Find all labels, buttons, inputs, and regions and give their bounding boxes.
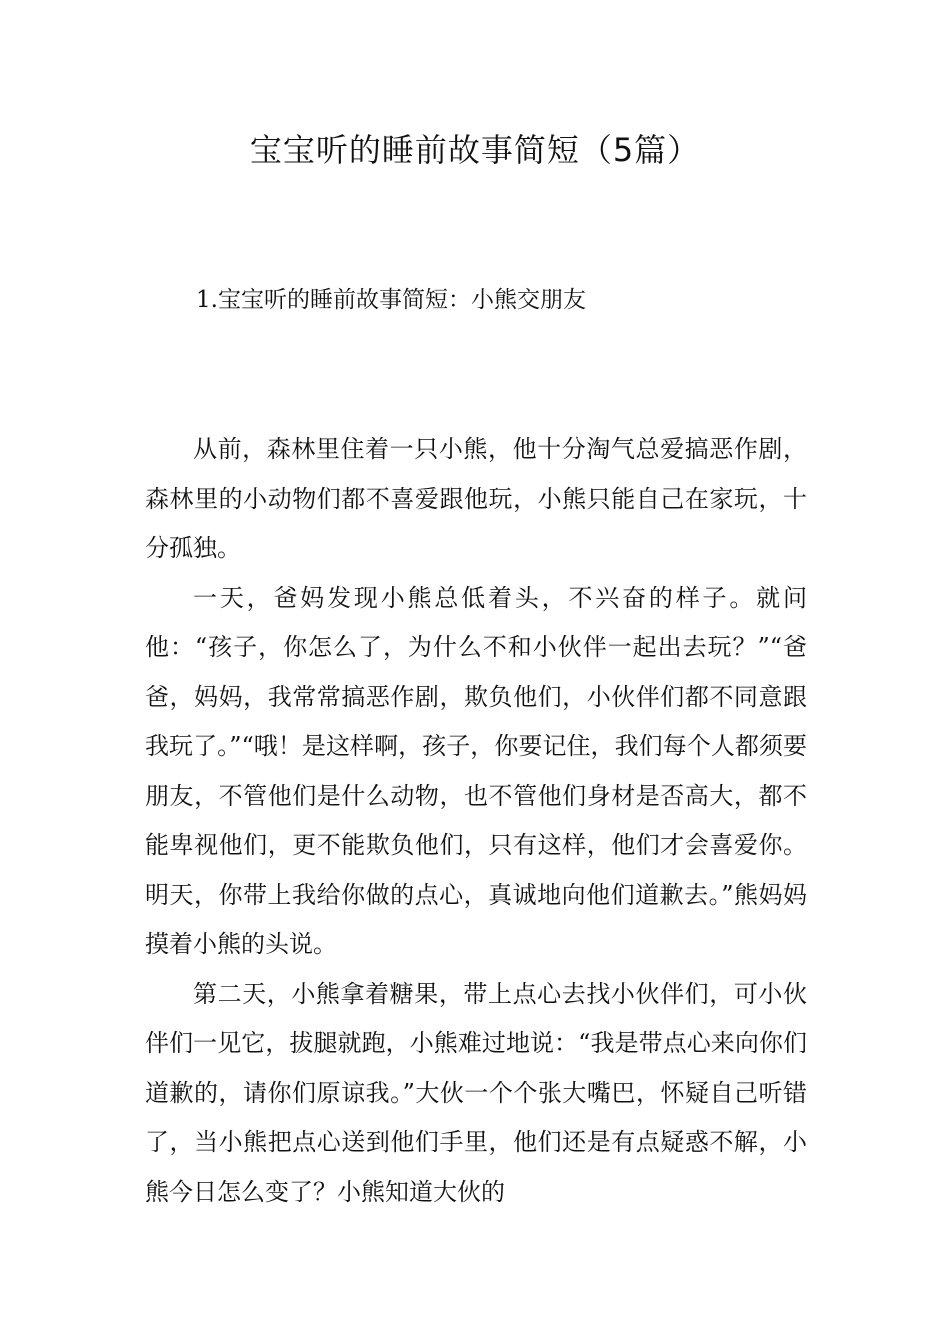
story-body (145, 425, 807, 1217)
paragraph: 从前，森林里住着一只小熊，他十分淘气总爱搞恶作剧，森林里的小动物们都不喜爱跟他玩，小熊只能自己在家玩，十分孤独。 (145, 435, 807, 562)
section-heading: 1.宝宝听的睡前故事简短：小熊交朋友 (196, 287, 586, 313)
paragraph: 第二天，小熊拿着糖果，带上点心去找小伙伴们，可小伙伴们一见它，拔腿就跑，小熊难过地说：“我是带点心来向你们道歉的，请你们原谅我。”大伙一个个张大嘴巴，怀疑自己听错了，当小熊把点心送到他们手里，他们还是有点疑惑不解，小熊今日怎么变了？小熊知道大伙的 (145, 979, 807, 1206)
paragraph: 一天，爸妈发现小熊总低着头，不兴奋的样子。就问他：“孩子，你怎么了，为什么不和小伙伴一起出去玩？”“爸爸，妈妈，我常常搞恶作剧，欺负他们，小伙伴们都不同意跟我玩了。”“哦！是这样啊，孩子，你要记住，我们每个人都须要朋友，不管他们是什么动物，也不管他们身材是否高大，都不能卑视他们，更不能欺负他们，只有这样，他们才会喜爱你。明天，你带上我给你做的点心，真诚地向他们道歉去。”熊妈妈摸着小熊的头说。 (145, 583, 807, 958)
document-title: 宝宝听的睡前故事简短（5篇） (249, 131, 701, 169)
